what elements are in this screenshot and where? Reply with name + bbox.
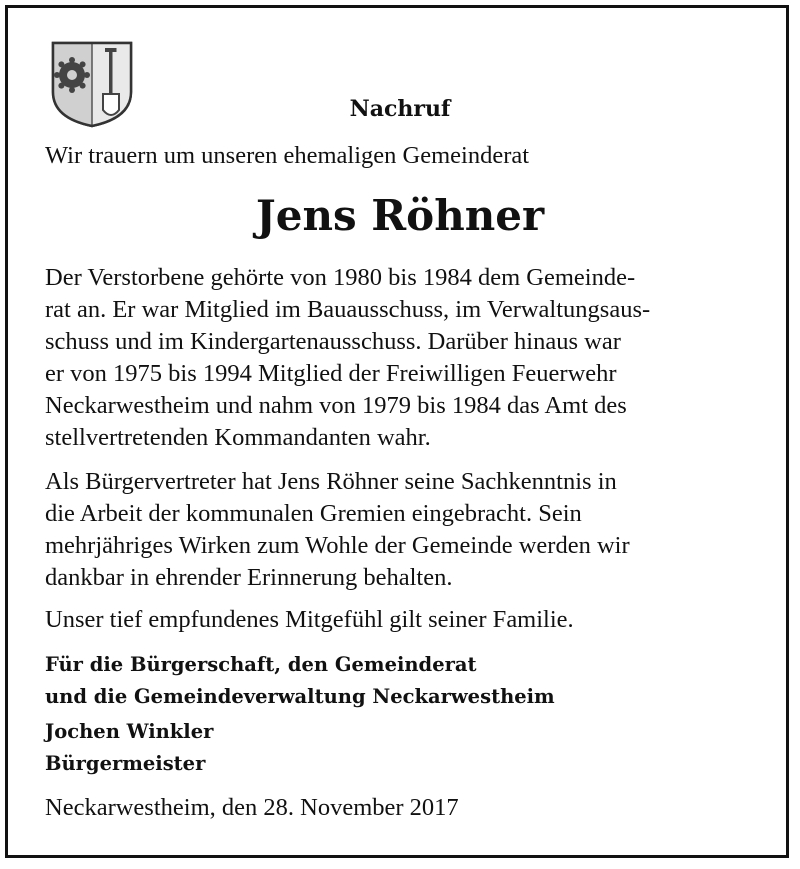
text-line: mehrjähriges Wirken zum Wohle der Gemeinde werden wir (45, 532, 630, 559)
text-line: Als Bürgervertreter hat Jens Röhner seine Sachkenntnis in (45, 468, 617, 495)
on-behalf-line: Für die Bürgerschaft, den Gemeinderat (45, 653, 477, 676)
on-behalf-block (45, 649, 555, 713)
notice-heading: Nachruf (349, 96, 451, 122)
paragraph-tenure (45, 262, 650, 454)
intro-line: Wir trauern um unseren ehemaligen Gemeinderat (45, 142, 530, 169)
paragraph-condolence (45, 604, 574, 636)
text-line: stellvertretenden Kommandanten wahr. (45, 424, 431, 451)
text-line: Unser tief empfundenes Mitgefühl gilt seiner Familie. (45, 606, 574, 633)
text-line: er von 1975 bis 1994 Mitglied der Freiwilligen Feuerwehr (45, 360, 617, 387)
deceased-name: Jens Röhner (255, 191, 545, 240)
signer-name: Jochen Winkler (45, 720, 214, 743)
text-line: Neckarwestheim und nahm von 1979 bis 1984 das Amt des (45, 392, 627, 419)
on-behalf-line: und die Gemeindeverwaltung Neckarwestheim (45, 685, 555, 708)
paragraph-tribute (45, 466, 630, 594)
place-date: Neckarwestheim, den 28. November 2017 (45, 794, 459, 821)
text-line: die Arbeit der kommunalen Gremien eingebracht. Sein (45, 500, 582, 527)
text-line: schuss und im Kindergartenausschuss. Darüber hinaus war (45, 328, 621, 355)
text-line: dankbar in ehrender Erinnerung behalten. (45, 564, 453, 591)
signer-block (45, 716, 213, 780)
signer-title: Bürgermeister (45, 752, 206, 775)
text-line: Der Verstorbene gehörte von 1980 bis 1984 dem Gemeinde- (45, 264, 636, 291)
text-line: rat an. Er war Mitglied im Bauausschuss, im Verwaltungsaus- (45, 296, 651, 323)
